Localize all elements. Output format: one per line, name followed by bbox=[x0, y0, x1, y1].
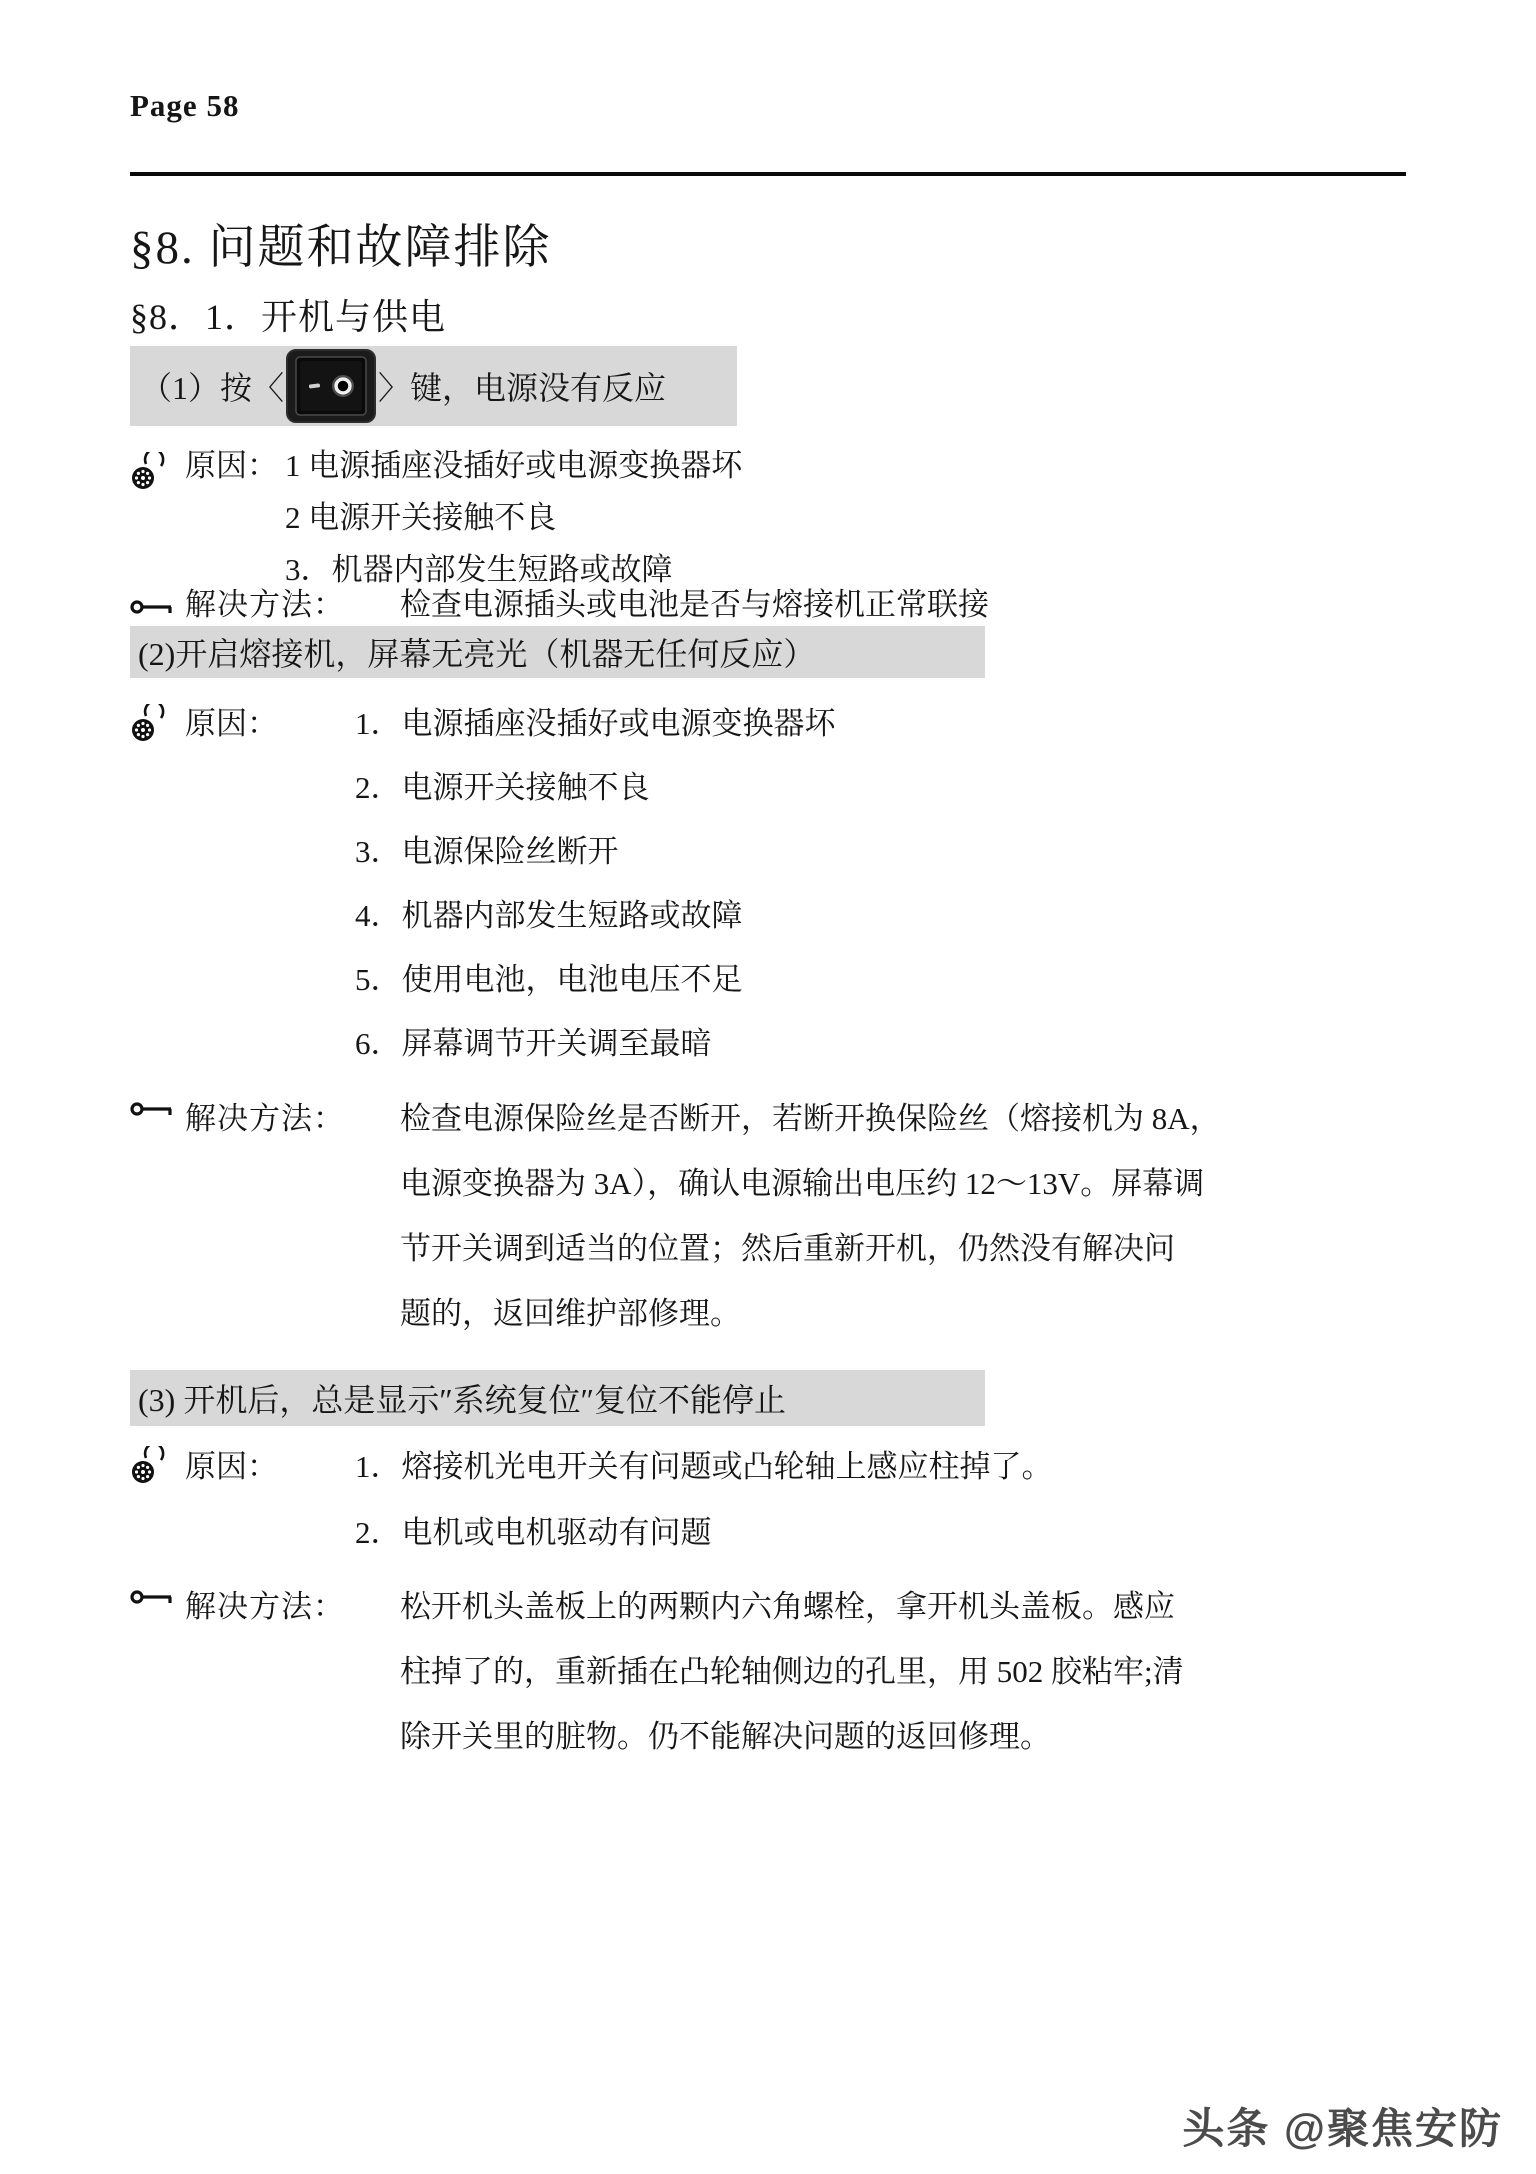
cause-item: 2．电源开关接触不良 bbox=[355, 770, 650, 805]
solution-line: 松开机头盖板上的两颗内六角螺栓，拿开机头盖板。感应 bbox=[400, 1589, 1175, 1624]
cause-item: 1．电源插座没插好或电源变换器坏 bbox=[355, 706, 836, 741]
problem-1-title bbox=[130, 346, 737, 426]
section-title: §8. 问题和故障排除 bbox=[130, 222, 552, 274]
page-number: Page 58 bbox=[130, 88, 240, 123]
cause-item: 6．屏幕调节开关调至最暗 bbox=[355, 1026, 712, 1061]
cause-label: 原因： bbox=[185, 706, 278, 741]
header-rule bbox=[130, 172, 1406, 176]
solution-line: 检查电源保险丝是否断开，若断开换保险丝（熔接机为 8A， bbox=[400, 1101, 1221, 1136]
cause-item: 1．熔接机光电开关有问题或凸轮轴上感应柱掉了。 bbox=[355, 1449, 1053, 1484]
cause-item: 2．电机或电机驱动有问题 bbox=[355, 1515, 712, 1550]
solution-line: 题的，返回维护部修理。 bbox=[400, 1296, 741, 1331]
solution-block-3 bbox=[130, 1574, 1406, 1769]
subsection-title: §8．1．开机与供电 bbox=[130, 297, 447, 337]
solution-label: 解决方法： bbox=[185, 1589, 345, 1624]
key-icon bbox=[130, 584, 185, 626]
solution-line: 电源变换器为 3A），确认电源输出电压约 12～13V。屏幕调 bbox=[400, 1166, 1205, 1201]
problem-2-title: (2)开启熔接机，屏幕无亮光（机器无任何反应） bbox=[130, 626, 985, 678]
dial-lock-icon bbox=[130, 692, 185, 1076]
power-switch-icon bbox=[286, 349, 376, 423]
cause-item: 2 电源开关接触不良 bbox=[285, 500, 557, 535]
key-icon bbox=[130, 1086, 185, 1346]
solution-label: 解决方法： bbox=[185, 587, 345, 622]
key-icon bbox=[130, 1574, 185, 1769]
problem-1-suffix: 〉键，电源没有反应 bbox=[378, 370, 667, 406]
problem-1-prefix: （1）按〈 bbox=[140, 370, 285, 406]
solution-line: 柱掉了的，重新插在凸轮轴侧边的孔里，用 502 胶粘牢;清 bbox=[400, 1654, 1184, 1689]
solution-line: 除开关里的脏物。仍不能解决问题的返回修理。 bbox=[400, 1719, 1051, 1754]
solution-line: 节开关调到适当的位置；然后重新开机，仍然没有解决问 bbox=[400, 1231, 1175, 1266]
solution-line: 检查电源插头或电池是否与熔接机正常联接 bbox=[400, 587, 989, 622]
cause-item: 3．电源保险丝断开 bbox=[355, 834, 619, 869]
cause-block-1 bbox=[130, 440, 1406, 596]
cause-label: 原因： bbox=[185, 448, 278, 483]
solution-block-2 bbox=[130, 1086, 1406, 1346]
cause-item: 5．使用电池，电池电压不足 bbox=[355, 962, 743, 997]
dial-lock-icon bbox=[130, 1434, 185, 1566]
dial-lock-icon bbox=[130, 440, 185, 596]
cause-item: 3．机器内部发生短路或故障 bbox=[285, 552, 673, 587]
problem-3-title: (3) 开机后，总是显示″系统复位″复位不能停止 bbox=[130, 1370, 985, 1426]
cause-block-3 bbox=[130, 1434, 1406, 1566]
cause-item: 4．机器内部发生短路或故障 bbox=[355, 898, 743, 933]
solution-label: 解决方法： bbox=[185, 1101, 345, 1136]
cause-label: 原因： bbox=[185, 1449, 278, 1484]
solution-block-1 bbox=[130, 584, 1406, 626]
cause-item: 1 电源插座没插好或电源变换器坏 bbox=[285, 448, 743, 483]
toutiao-watermark: 头条 @聚焦安防 bbox=[1182, 2105, 1503, 2152]
cause-block-2 bbox=[130, 692, 1406, 1076]
